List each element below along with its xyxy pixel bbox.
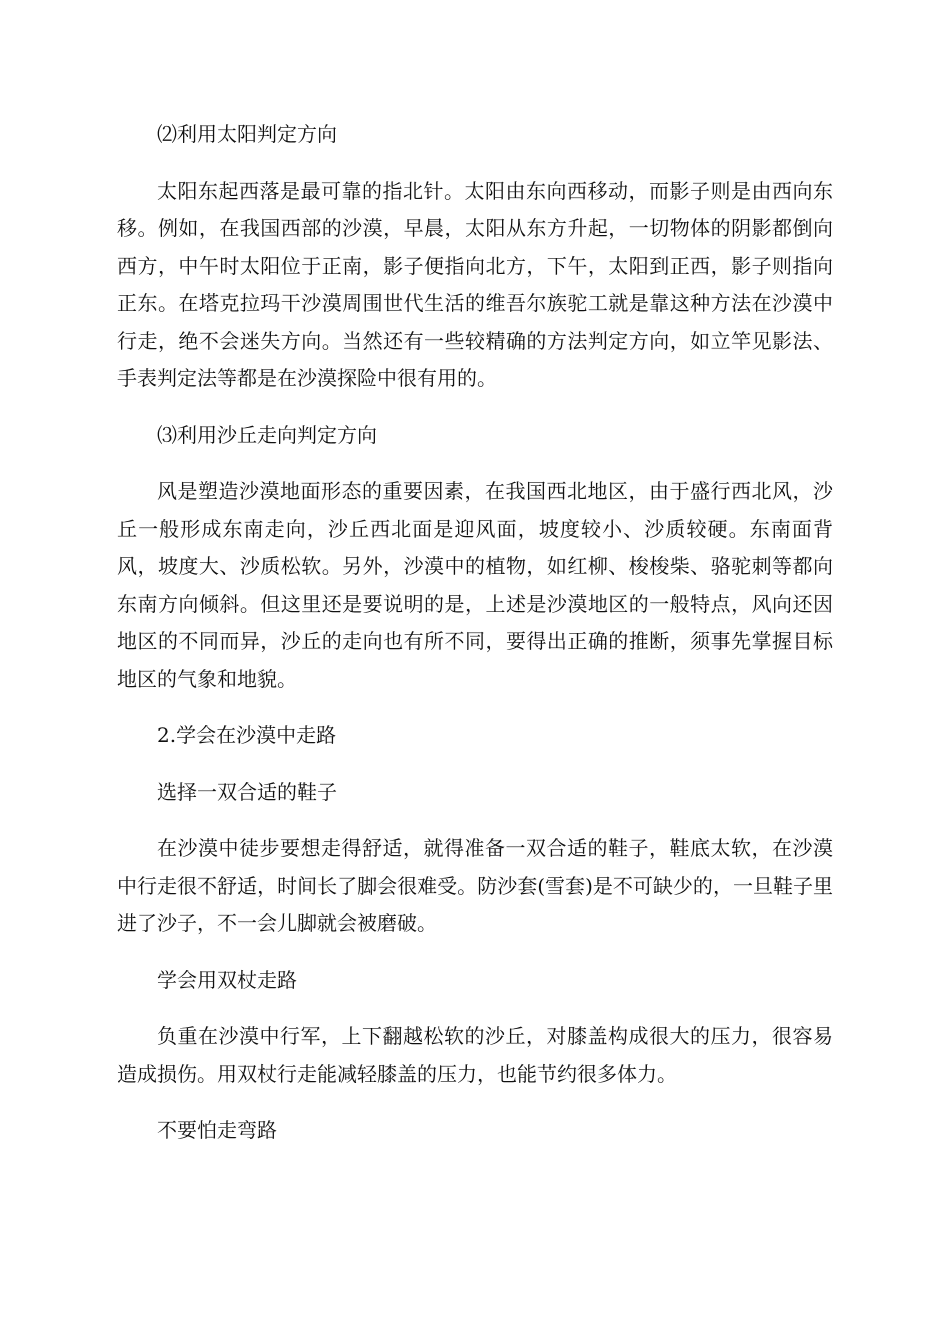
paragraph-shoes: 在沙漠中徒步要想走得舒适，就得准备一双合适的鞋子，鞋底太软，在沙漠中行走很不舒适，时间长了脚会很难受。防沙套(雪套)是不可缺少的，一旦鞋子里进了沙子，不一会儿脚就会被磨破。 bbox=[117, 836, 833, 935]
paragraph-sun-direction: 太阳东起西落是最可靠的指北针。太阳由东向西移动，而影子则是由西向东移。例如，在我国西部的沙漠，早晨，太阳从东方升起，一切物体的阴影都倒向西方，中午时太阳位于正南，影子便指向北方，下午，太阳到正西，影子则指向正东。在塔克拉玛干沙漠周围世代生活的维吾尔族驼工就是靠这种方法在沙漠中行走，绝不会迷失方向。当然还有一些较精确的方法判定方向，如立竿见影法、手表判定法等都是在沙漠探险中很有用的。 bbox=[117, 178, 833, 390]
section-heading-walking: 2.学会在沙漠中走路 bbox=[157, 723, 337, 747]
subheading-poles: 学会用双杖走路 bbox=[157, 967, 297, 992]
section-heading-sun-direction: ⑵利用太阳判定方向 bbox=[157, 122, 337, 146]
subheading-shoes: 选择一双合适的鞋子 bbox=[157, 779, 337, 804]
document-page bbox=[117, 116, 833, 1169]
paragraph-dune-direction: 风是塑造沙漠地面形态的重要因素，在我国西北地区，由于盛行西北风，沙丘一般形成东南走向，沙丘西北面是迎风面，坡度较小、沙质较硬。东南面背风，坡度大、沙质松软。另外，沙漠中的植物，如红柳、梭梭柴、骆驼刺等都向东南方向倾斜。但这里还是要说明的是，上述是沙漠地区的一般特点，风向还因地区的不同而异，沙丘的走向也有所不同，要得出正确的推断，须事先掌握目标地区的气象和地貌。 bbox=[117, 479, 833, 691]
paragraph-poles: 负重在沙漠中行军，上下翻越松软的沙丘，对膝盖构成很大的压力，很容易造成损伤。用双杖行走能减轻膝盖的压力，也能节约很多体力。 bbox=[117, 1024, 833, 1086]
section-heading-dune-direction: ⑶利用沙丘走向判定方向 bbox=[157, 422, 377, 447]
subheading-detour: 不要怕走弯路 bbox=[157, 1118, 277, 1142]
